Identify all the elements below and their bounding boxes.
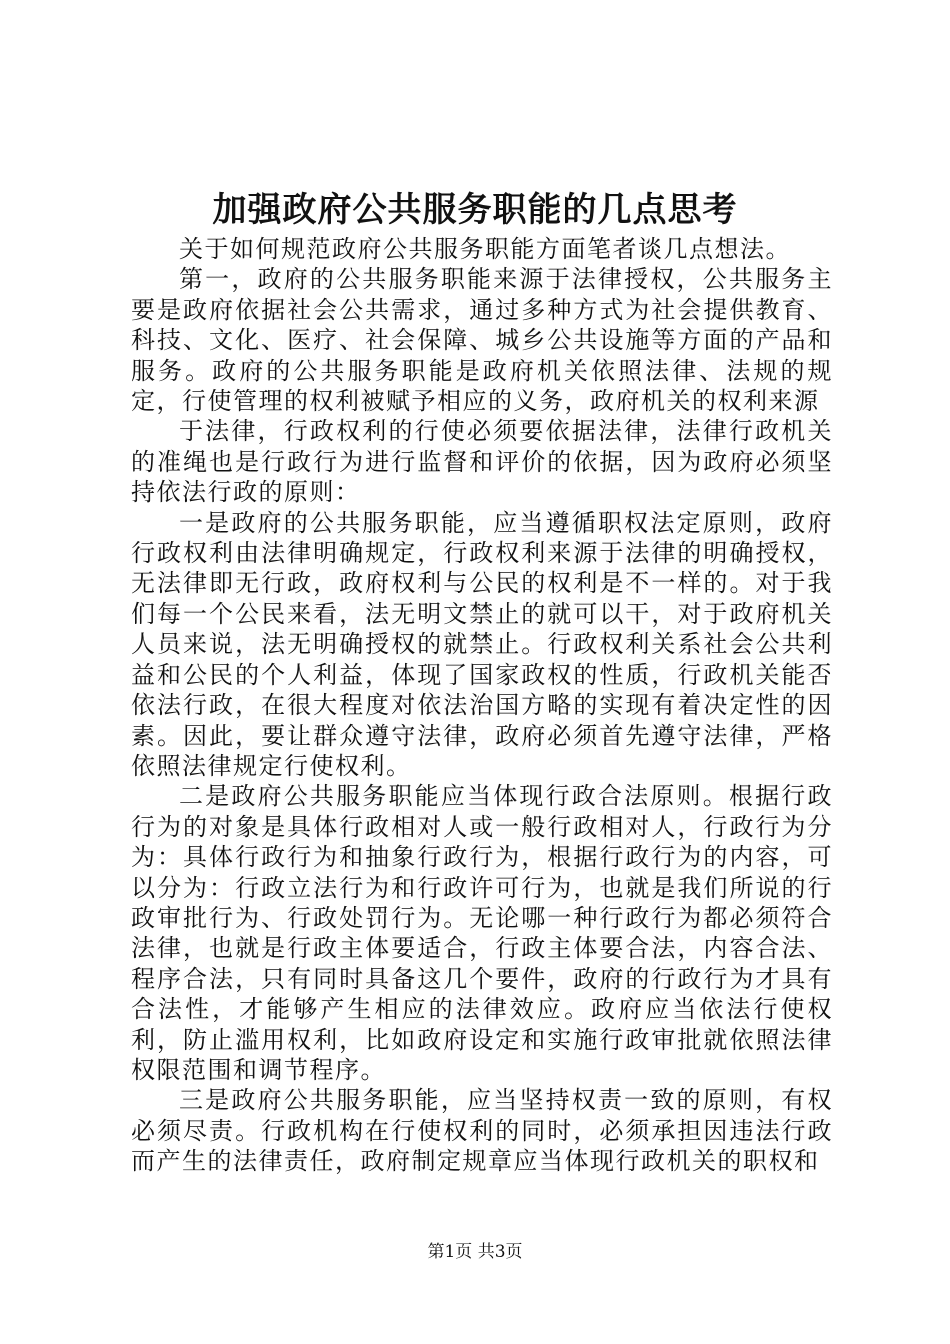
document-title: 加强政府公共服务职能的几点思考 xyxy=(212,190,738,230)
paragraph-first-point: 第一，政府的公共服务职能来源于法律授权，公共服务主要是政府依据社会公共需求，通过多种方式为社会提供教育、科技、文化、医疗、社会保障、城乡公共设施等方面的产品和服务。政府的公共服务职能是政府机关依照法律、法规的规定，行使管理的权利被赋予相应的义务，政府机关的权利来源 xyxy=(131,265,833,416)
page-number-footer: 第1页 共3页 xyxy=(427,1242,523,1262)
paragraph-principle-two: 二是政府公共服务职能应当体现行政合法原则。根据行政行为的对象是具体行政相对人或一般行政相对人，行政行为分为：具体行政行为和抽象行政行为，根据行政行为的内容，可以分为：行政立法行为和行政许可行为，也就是我们所说的行政审批行为、行政处罚行为。无论哪一种行政行为都必须符合法律，也就是行政主体要适合，行政主体要合法，内容合法、程序合法，只有同时具备这几个要件，政府的行政行为才具有合法性，才能够产生相应的法律效应。政府应当依法行使权利，防止滥用权利，比如政府设定和实施行政审批就依照法律权限范围和调节程序。 xyxy=(131,782,833,1084)
paragraph-principle-one: 一是政府的公共服务职能，应当遵循职权法定原则，政府行政权利由法律明确规定，行政权利来源于法律的明确授权，无法律即无行政，政府权利与公民的权利是不一样的。对于我们每一个公民来看，法无明文禁止的就可以干，对于政府机关人员来说，法无明确授权的就禁止。行政权利关系社会公共利益和公民的个人利益，体现了国家政权的性质，行政机关能否依法行政，在很大程度对依法治国方略的实现有着决定性的因素。因此，要让群众遵守法律，政府必须首先遵守法律，严格依照法律规定行使权利。 xyxy=(131,508,833,780)
document-body xyxy=(131,234,833,1177)
paragraph-law-basis: 于法律，行政权利的行使必须要依据法律，法律行政机关的准绳也是行政行为进行监督和评价的依据，因为政府必须坚持依法行政的原则： xyxy=(131,417,833,507)
paragraph-intro: 关于如何规范政府公共服务职能方面笔者谈几点想法。 xyxy=(179,235,791,263)
paragraph-principle-three: 三是政府公共服务职能，应当坚持权责一致的原则，有权必须尽责。行政机构在行使权利的同时，必须承担因违法行政而产生的法律责任，政府制定规章应当体现行政机关的职权和 xyxy=(131,1086,833,1176)
